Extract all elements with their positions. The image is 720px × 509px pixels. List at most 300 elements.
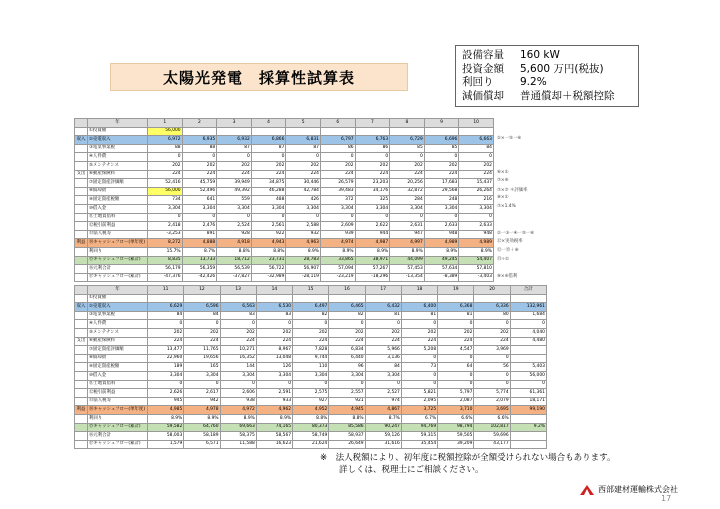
table-cell: 56,907 xyxy=(286,265,321,274)
table-cell: 0 xyxy=(182,213,217,222)
table-row xyxy=(75,294,547,303)
table-cell: 8,967 xyxy=(256,346,292,355)
table-cell: 8.9% xyxy=(320,247,355,256)
table-cell: 5,774 xyxy=(474,389,510,398)
table-cell: 1,684 xyxy=(510,311,546,320)
table-cell: 81 xyxy=(365,311,401,320)
table-row xyxy=(75,440,547,449)
table-cell: 85,586 xyxy=(329,423,365,432)
table-cell: 945 xyxy=(148,397,184,406)
table-cell: 202 xyxy=(251,161,286,170)
info-row-depreciation: 減価償却 普通償却＋税額控除 xyxy=(462,89,615,102)
table-cell: 2,617 xyxy=(184,389,220,398)
header-corner xyxy=(75,286,88,295)
row-label: ⑫税引前利益 xyxy=(88,389,148,398)
table-cell: 4,943 xyxy=(251,239,286,248)
table-cell: 0 xyxy=(184,320,220,329)
table-cell: 325 xyxy=(355,196,390,205)
table-cell: 0 xyxy=(220,380,256,389)
row-group xyxy=(75,320,88,329)
table-cell: 6,834 xyxy=(329,346,365,355)
table-cell: 6,972 xyxy=(148,136,183,145)
table-cell: 0 xyxy=(424,153,459,162)
table-cell: 6,497 xyxy=(293,303,329,312)
table-cell: 3,304 xyxy=(286,204,321,213)
row-group xyxy=(75,380,88,389)
table-cell: 0 xyxy=(424,213,459,222)
row-label: ⑧償却費 xyxy=(88,354,148,363)
table-cell: 6,400 xyxy=(401,303,437,312)
formula-note: ⑦×⑥ xyxy=(497,178,509,183)
table-cell: 6,729 xyxy=(390,136,425,145)
table-row xyxy=(75,423,547,432)
row-label: ①投資額 xyxy=(88,294,148,303)
table-cell xyxy=(365,294,401,303)
table-cell: 8.9% xyxy=(184,414,220,423)
table-cell: 6,696 xyxy=(424,136,459,145)
table-row xyxy=(75,179,494,188)
table-cell: -13,354 xyxy=(390,273,425,282)
table-cell: 90,247 xyxy=(365,423,401,432)
table-cell: 0 xyxy=(286,213,321,222)
table-cell: 22,960 xyxy=(148,354,184,363)
simulation-table-years-11-20 xyxy=(74,285,547,449)
row-group xyxy=(75,363,88,372)
table-cell: -8,389 xyxy=(424,273,459,282)
table-cell: -47,376 xyxy=(148,273,183,282)
table-cell: -3,253 xyxy=(148,230,183,239)
table-cell xyxy=(510,440,546,449)
table-cell: 52,416 xyxy=(148,179,183,188)
formula-note: ⑦×1.4% xyxy=(497,204,516,209)
table-cell: 202 xyxy=(148,161,183,170)
row-group xyxy=(75,354,88,363)
row-label: ⑯元利合計 xyxy=(88,265,148,274)
table-cell: 0 xyxy=(293,380,329,389)
header-year: 9 xyxy=(424,119,459,128)
table-cell: 87 xyxy=(217,144,252,153)
row-group xyxy=(75,247,88,256)
row-label: ⑭キャッシュフロー(単年度) xyxy=(88,239,148,248)
row-label: ⑤メンテナンス xyxy=(88,161,148,170)
table-cell: 4,945 xyxy=(329,406,365,415)
table-cell: 87 xyxy=(286,144,321,153)
table-cell: 224 xyxy=(293,337,329,346)
table-cell: 2,609 xyxy=(320,222,355,231)
table-cell xyxy=(355,127,390,136)
table-cell: 59,315 xyxy=(401,432,437,441)
table-cell: 2,095 xyxy=(401,397,437,406)
table-cell: 56,179 xyxy=(148,265,183,274)
row-group: 収入 xyxy=(75,136,88,145)
table-cell: 26,579 xyxy=(320,179,355,188)
table-cell: 224 xyxy=(320,170,355,179)
table-cell: 13,477 xyxy=(148,346,184,355)
row-label: ⑰キャッシュフロー(累計) xyxy=(88,273,148,282)
table-cell: -23,219 xyxy=(320,273,355,282)
row-group xyxy=(75,213,88,222)
table-cell: 74,165 xyxy=(256,423,292,432)
table-cell: 6,530 xyxy=(256,303,292,312)
table-cell: 2,633 xyxy=(459,222,494,231)
table-cell: 0 xyxy=(459,153,494,162)
table-cell: 202 xyxy=(217,161,252,170)
table-row xyxy=(75,222,494,231)
table-cell: 6,368 xyxy=(438,303,474,312)
table-cell: 8.9% xyxy=(459,247,494,256)
table-cell: 85 xyxy=(390,144,425,153)
table-cell: 224 xyxy=(220,337,256,346)
row-label: ⑩借入金 xyxy=(88,204,148,213)
table-cell: 933 xyxy=(256,397,292,406)
table-row xyxy=(75,213,494,222)
table-cell xyxy=(510,414,546,423)
table-cell: 83 xyxy=(256,311,292,320)
row-label: ③電気事業税 xyxy=(88,144,148,153)
table-cell: 8.9% xyxy=(256,414,292,423)
table-cell xyxy=(217,127,252,136)
table-row xyxy=(75,337,547,346)
table-row xyxy=(75,380,547,389)
table-cell: 6,440 xyxy=(329,354,365,363)
table-cell: 98,794 xyxy=(438,423,474,432)
table-cell: -3,403 xyxy=(459,273,494,282)
info-row-capacity: 設備容量 160 kW xyxy=(462,49,560,61)
table-cell: 6,797 xyxy=(320,136,355,145)
table-cell: 189 xyxy=(148,363,184,372)
table-cell: 84 xyxy=(459,144,494,153)
header-year: 17 xyxy=(365,286,401,295)
row-label: ④人件費 xyxy=(88,320,148,329)
table-cell: 5,403 xyxy=(510,363,546,372)
header-year: 6 xyxy=(320,119,355,128)
table-cell: 3,304 xyxy=(217,204,252,213)
table-cell: 3,304 xyxy=(293,371,329,380)
table-cell: 0 xyxy=(293,320,329,329)
row-label: ⑰キャッシュフロー(累計) xyxy=(88,440,148,449)
table-cell: 13,048 xyxy=(256,354,292,363)
table-cell: 0 xyxy=(251,213,286,222)
table-cell: 202 xyxy=(256,328,292,337)
table-cell: 3,710 xyxy=(438,406,474,415)
table-cell xyxy=(293,294,329,303)
table-cell xyxy=(510,346,546,355)
formula-note: ⑫×実効税率 xyxy=(497,239,523,244)
table-cell: 19,656 xyxy=(184,354,220,363)
table-cell xyxy=(256,294,292,303)
row-group: 支出 xyxy=(75,170,88,179)
table-cell: 59,126 xyxy=(365,432,401,441)
table-cell: 8.8% xyxy=(217,247,252,256)
table-cell: 59,582 xyxy=(148,423,184,432)
table-cell: 56,000 xyxy=(510,371,546,380)
table-cell: 0 xyxy=(474,371,510,380)
table-cell: 26,649 xyxy=(329,440,365,449)
table-cell: 0 xyxy=(438,320,474,329)
table-cell: 39,483 xyxy=(320,187,355,196)
table-cell: 224 xyxy=(256,337,292,346)
table-cell: 3,304 xyxy=(329,371,365,380)
company-logo: 西部建材運輸株式会社 xyxy=(580,484,678,495)
table-cell: 0 xyxy=(182,153,217,162)
table-cell: 64 xyxy=(438,363,474,372)
table-cell: 23,203 xyxy=(355,179,390,188)
table-cell: 56,539 xyxy=(217,265,252,274)
table-cell xyxy=(459,127,494,136)
table-cell: 0 xyxy=(438,371,474,380)
table-cell: 34,875 xyxy=(251,179,286,188)
table-row xyxy=(75,414,547,423)
table-cell: 57,453 xyxy=(390,265,425,274)
info-row-investment: 投資金額 5,600 万円(税抜) xyxy=(462,62,604,75)
table-cell: 4,989 xyxy=(424,239,459,248)
table-cell: 7,828 xyxy=(293,346,329,355)
table-cell: 10,271 xyxy=(220,346,256,355)
table-row xyxy=(75,320,547,329)
table-cell: 69,663 xyxy=(220,423,256,432)
table-cell: 4,040 xyxy=(510,328,546,337)
table-cell: 23,731 xyxy=(251,256,286,265)
formula-note: ⑫一⑬＋⑧ xyxy=(497,248,519,253)
row-group xyxy=(75,294,88,303)
row-label: ⑪土地賃借料 xyxy=(88,213,148,222)
row-label: 利回り xyxy=(88,414,148,423)
table-cell: 84 xyxy=(184,311,220,320)
table-cell: 947 xyxy=(390,230,425,239)
table-cell: 11,765 xyxy=(184,346,220,355)
header-label: 年 xyxy=(88,286,148,295)
table-cell: 202 xyxy=(459,161,494,170)
company-mark-icon xyxy=(580,485,594,495)
table-cell: 52,496 xyxy=(182,187,217,196)
row-group xyxy=(75,423,88,432)
table-cell: 9.2% xyxy=(510,423,546,432)
table-cell: 202 xyxy=(286,161,321,170)
table-cell: 16,623 xyxy=(256,440,292,449)
table-cell: 82 xyxy=(329,311,365,320)
table-cell: 144 xyxy=(220,363,256,372)
table-cell xyxy=(251,127,286,136)
table-cell: 224 xyxy=(182,170,217,179)
table-cell: 6.6% xyxy=(438,414,474,423)
formula-note: ②×一⑤一⑥ xyxy=(497,136,522,141)
table-row xyxy=(75,196,494,205)
header-year: 15 xyxy=(293,286,329,295)
header-year: 合計 xyxy=(510,286,546,295)
table-cell: 6,465 xyxy=(329,303,365,312)
table-cell: 5,821 xyxy=(401,389,437,398)
table-cell: 1,579 xyxy=(148,440,184,449)
table-cell: 8,835 xyxy=(148,256,183,265)
row-group xyxy=(75,196,88,205)
row-group: 収入 xyxy=(75,303,88,312)
table-cell: 2,087 xyxy=(438,397,474,406)
table-row xyxy=(75,153,494,162)
table-cell: 948 xyxy=(459,230,494,239)
row-group xyxy=(75,144,88,153)
header-year: 20 xyxy=(474,286,510,295)
table-cell: 0 xyxy=(510,380,546,389)
table-cell: 61,361 xyxy=(510,389,546,398)
table-cell: 59,505 xyxy=(438,432,474,441)
row-label: ④人件費 xyxy=(88,153,148,162)
table-cell: 0 xyxy=(355,213,390,222)
row-group: 利益 xyxy=(75,406,88,415)
table-cell xyxy=(510,354,546,363)
table-cell: 3,304 xyxy=(390,204,425,213)
table-cell: 2,626 xyxy=(148,389,184,398)
table-cell: 2,561 xyxy=(251,222,286,231)
table-cell: 202 xyxy=(424,161,459,170)
table-cell: 57,094 xyxy=(320,265,355,274)
table-row xyxy=(75,354,547,363)
table-cell: 224 xyxy=(286,170,321,179)
header-year: 5 xyxy=(286,119,321,128)
row-group xyxy=(75,371,88,380)
row-group xyxy=(75,389,88,398)
table-cell: 6,571 xyxy=(184,440,220,449)
row-label: ③電気事業税 xyxy=(88,311,148,320)
table-cell: 88 xyxy=(182,144,217,153)
table-cell: 942 xyxy=(184,397,220,406)
table-cell: 3,304 xyxy=(184,371,220,380)
table-row xyxy=(75,371,547,380)
table-cell: 559 xyxy=(217,196,252,205)
table-cell: 0 xyxy=(510,320,546,329)
table-cell xyxy=(390,127,425,136)
table-cell: 8.9% xyxy=(148,414,184,423)
header-year: 3 xyxy=(217,119,252,128)
table-cell: 4,974 xyxy=(320,239,355,248)
table-cell: 224 xyxy=(390,170,425,179)
row-group xyxy=(75,222,88,231)
row-label: ⑥動産保険料 xyxy=(88,170,148,179)
row-group xyxy=(75,273,88,282)
table-cell: 3,304 xyxy=(355,204,390,213)
table-cell: 132,961 xyxy=(510,303,546,312)
table-cell: 58,189 xyxy=(184,432,220,441)
table-cell: 0 xyxy=(220,320,256,329)
header-year: 12 xyxy=(184,286,220,295)
table-cell: 54,407 xyxy=(459,256,494,265)
table-cell: 3,725 xyxy=(401,406,437,415)
table-cell: 6,932 xyxy=(217,136,252,145)
table-cell: 372 xyxy=(320,196,355,205)
header-year: 19 xyxy=(438,286,474,295)
table-cell: 39,949 xyxy=(217,179,252,188)
table-cell: 927 xyxy=(293,397,329,406)
header-year: 2 xyxy=(182,119,217,128)
row-group xyxy=(75,256,88,265)
table-cell: 6,336 xyxy=(474,303,510,312)
table-cell: 13,733 xyxy=(182,256,217,265)
table-cell: 102,817 xyxy=(474,423,510,432)
table-cell: 2,079 xyxy=(474,397,510,406)
table-cell: 0 xyxy=(474,380,510,389)
table-cell: 49,392 xyxy=(217,187,252,196)
table-cell: 38,971 xyxy=(355,256,390,265)
table-cell: 202 xyxy=(390,161,425,170)
table-row xyxy=(75,346,547,355)
table-cell: 8.8% xyxy=(293,414,329,423)
header-year: 10 xyxy=(459,119,494,128)
table-cell: 80 xyxy=(474,311,510,320)
table-cell: 39,209 xyxy=(438,440,474,449)
table-cell: 2,633 xyxy=(424,222,459,231)
table-cell: 224 xyxy=(148,170,183,179)
table-cell: 6,663 xyxy=(459,136,494,145)
table-cell: 58,749 xyxy=(293,432,329,441)
table-cell: 110 xyxy=(293,363,329,372)
table-cell: 85 xyxy=(424,144,459,153)
row-group xyxy=(75,440,88,449)
table-cell: 30,446 xyxy=(286,179,321,188)
header-label: 年 xyxy=(88,119,148,128)
table-cell: 0 xyxy=(438,354,474,363)
table-cell: 18,712 xyxy=(217,256,252,265)
table-cell: 15,437 xyxy=(459,179,494,188)
table-row xyxy=(75,363,547,372)
table-cell: 0 xyxy=(390,153,425,162)
formula-note: ⑦×⑦ ＊評価率 xyxy=(497,188,528,193)
row-label: ②売電収入 xyxy=(88,136,148,145)
table-cell xyxy=(182,127,217,136)
table-cell: 83 xyxy=(220,311,256,320)
table-row xyxy=(75,256,494,265)
table-cell: 974 xyxy=(365,397,401,406)
table-cell: 15.7% xyxy=(148,247,183,256)
table-cell: 3,136 xyxy=(365,354,401,363)
table-cell: 8.9% xyxy=(355,247,390,256)
table-cell: 0 xyxy=(474,354,510,363)
page-number: 17 xyxy=(661,494,672,503)
table-cell: 0 xyxy=(148,213,183,222)
row-group: 支出 xyxy=(75,337,88,346)
row-group xyxy=(75,397,88,406)
table-row xyxy=(75,204,494,213)
row-label: ⑬法人税等 xyxy=(88,230,148,239)
table-cell xyxy=(329,294,365,303)
table-cell: 5,208 xyxy=(401,346,437,355)
info-row-yield: 利回り 9.2% xyxy=(462,76,547,89)
table-cell: 6,763 xyxy=(355,136,390,145)
table-cell: 56,722 xyxy=(251,265,286,274)
row-group xyxy=(75,179,88,188)
table-cell: 0 xyxy=(401,354,437,363)
table-cell: 202 xyxy=(365,328,401,337)
header-year: 1 xyxy=(148,119,183,128)
table-row xyxy=(75,144,494,153)
row-group xyxy=(75,153,88,162)
header-corner xyxy=(75,119,88,128)
table-cell: 56,359 xyxy=(182,265,217,274)
table-cell: 49,245 xyxy=(424,256,459,265)
table-cell xyxy=(424,127,459,136)
table-cell: 3,304 xyxy=(365,371,401,380)
table-cell: 0 xyxy=(329,380,365,389)
table-cell: 34,176 xyxy=(355,187,390,196)
table-cell: 46,288 xyxy=(251,187,286,196)
table-row xyxy=(75,432,547,441)
table-cell: 202 xyxy=(329,328,365,337)
table-cell: 2,418 xyxy=(148,222,183,231)
table-cell xyxy=(148,294,184,303)
table-cell: 224 xyxy=(184,337,220,346)
table-cell: 284 xyxy=(390,196,425,205)
table-cell: 59,696 xyxy=(474,432,510,441)
table-cell xyxy=(220,294,256,303)
table-cell: 3,304 xyxy=(148,371,184,380)
